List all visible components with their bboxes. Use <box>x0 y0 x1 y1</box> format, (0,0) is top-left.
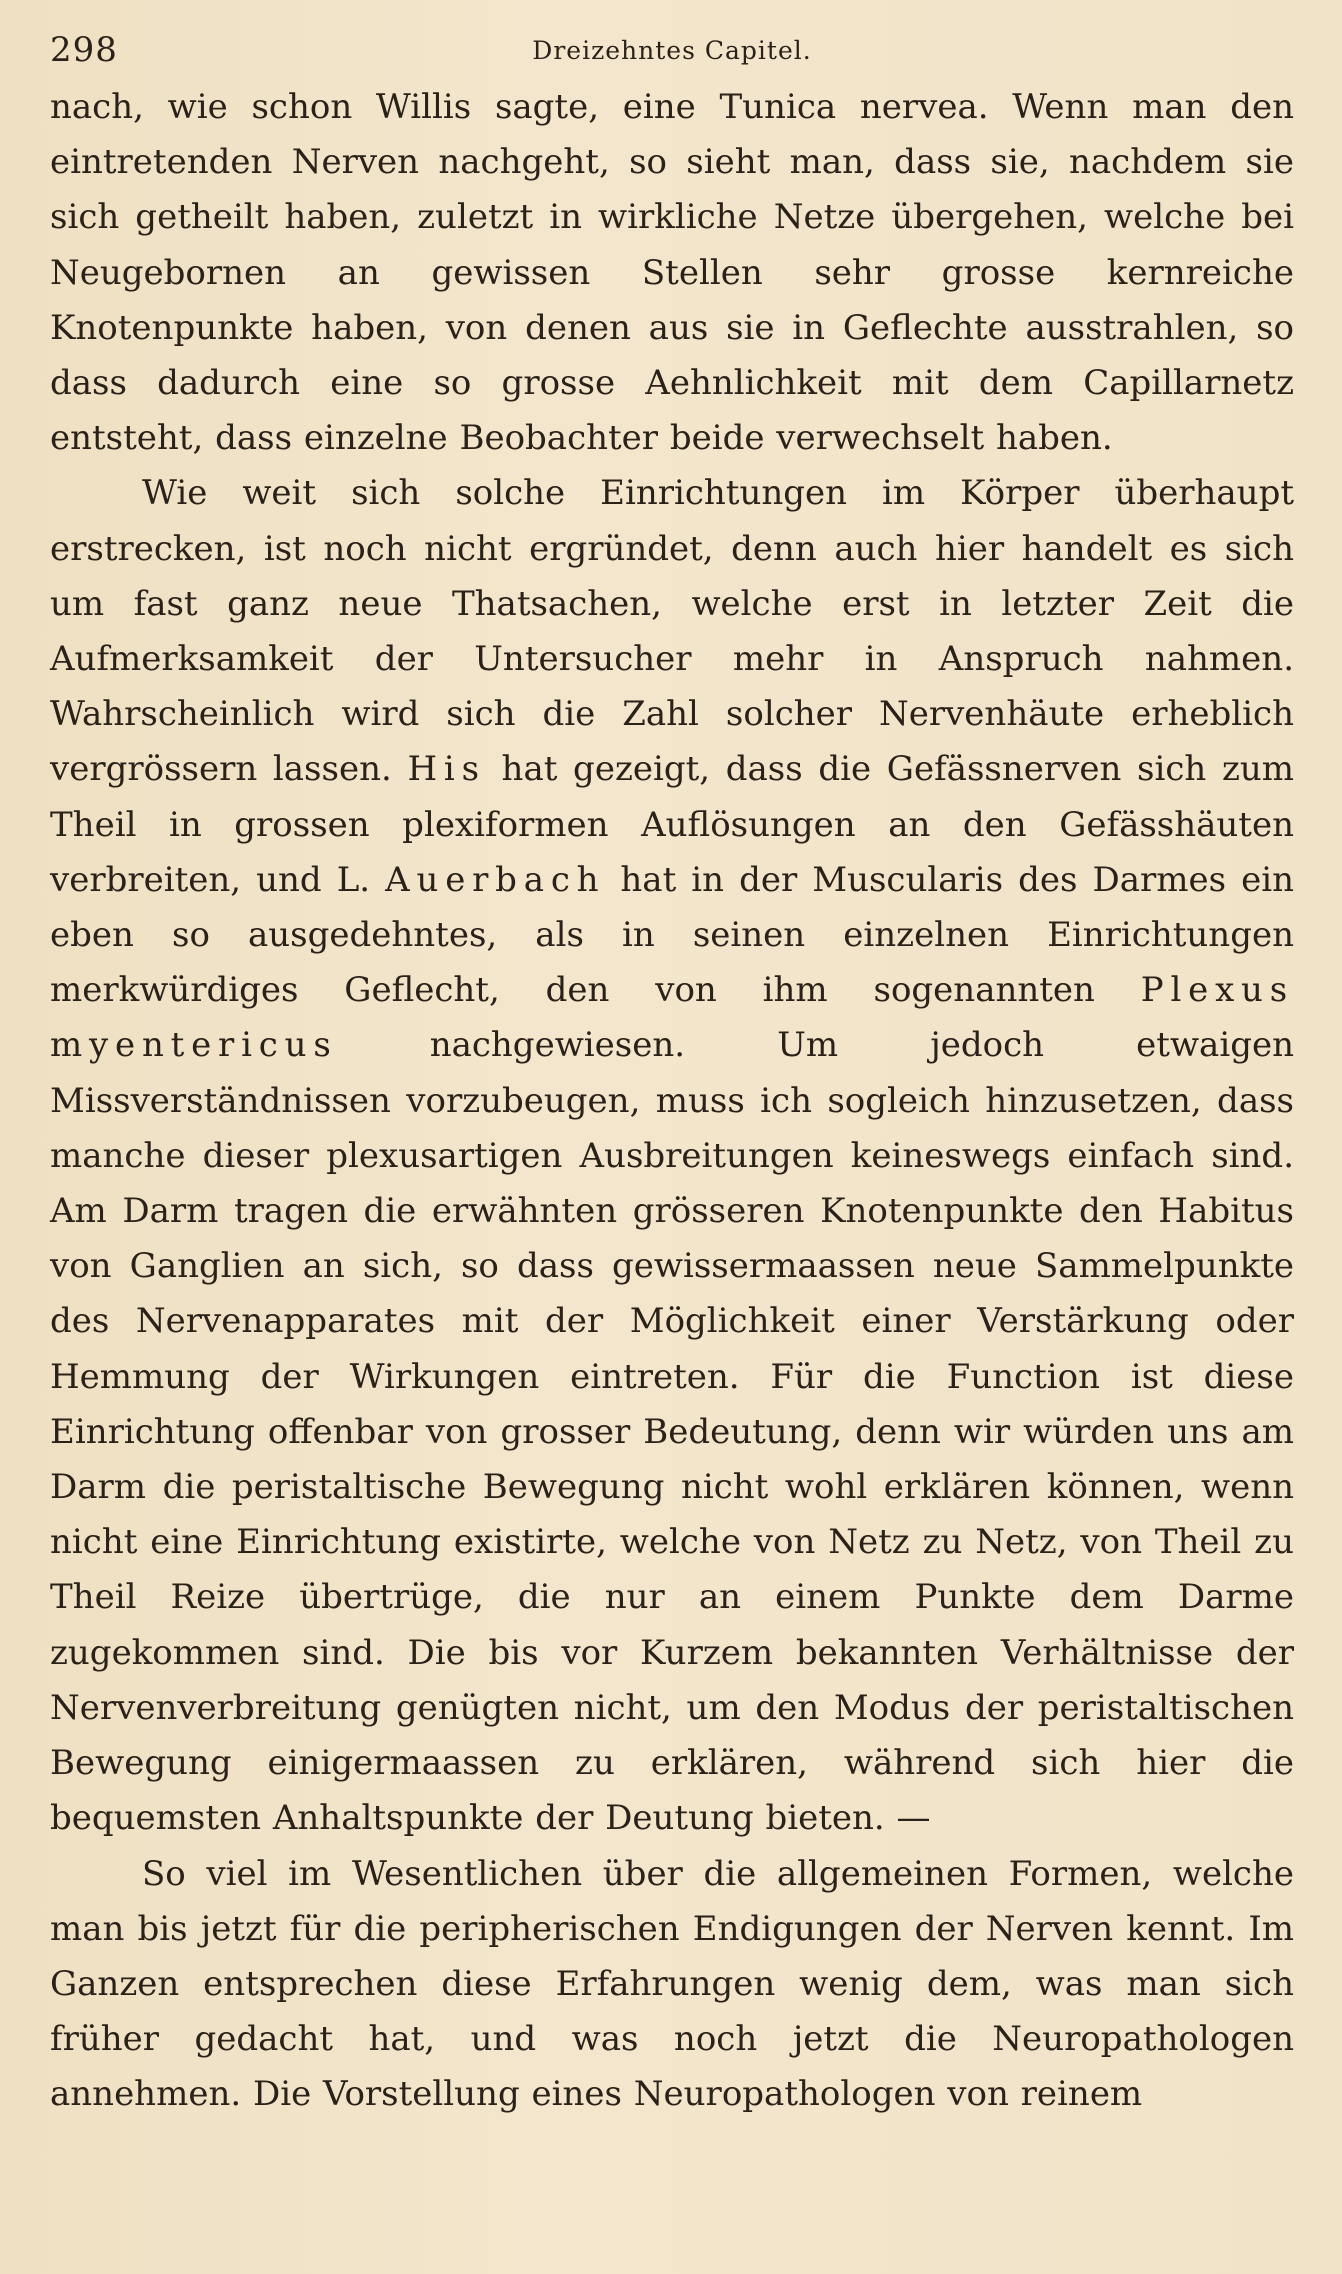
chapter-title: Dreizehntes Capitel. <box>532 36 812 65</box>
paragraph-2-part-c: hat in der Muscularis des Darmes ein eben so ausgedehntes, als in seinen einzelnen Einrichtungen merkwürdiges Geflecht, den von ihm sogenannten <box>50 859 1294 1011</box>
paragraph-2 <box>50 466 1294 1846</box>
paragraph-2-part-a: Wie weit sich solche Einrichtungen im Körper überhaupt erstrecken, ist noch nicht ergründet, denn auch hier handelt es sich um fast ganz neue Thatsachen, welche erst in letzter Zeit die Aufmerksamkeit der Untersucher mehr in Anspruch nahmen. Wahrscheinlich wird sich die Zahl solcher Nervenhäute erheblich vergrössern lassen. <box>50 473 1294 790</box>
paragraph-3: So viel im Wesentlichen über die allgemeinen Formen, welche man bis jetzt für die peripherischen Endigungen der Nerven kennt. Im Ganzen entsprechen diese Erfahrungen wenig dem, was man sich früher gedacht hat, und was noch jetzt die Neuropathologen annehmen. Die Vorstellung eines Neuropathologen von reinem <box>50 1853 1294 2115</box>
paragraph-2-part-d: nachgewiesen. Um jedoch etwaigen Missverständnissen vorzubeugen, muss ich sogleich hinzusetzen, dass manche dieser plexusartigen Ausbreitungen keineswegs einfach sind. Am Darm tragen die erwähnten grösseren Knotenpunkte den Habitus von Ganglien an sich, so dass gewissermaassen neue Sammelpunkte des Nervenapparates mit der Möglichkeit einer Verstärkung oder Hemmung der Wirkungen eintreten. Für die Function ist diese Einrichtung offenbar von grosser Bedeutung, denn wir würden uns am Darm die peristaltische Bewegung nicht wohl erklären können, wenn nicht eine Einrichtung existirte, welche von Netz zu Netz, von Theil zu Theil Reize übertrüge, die nur an einem Punkte dem Darme zugekommen sind. Die bis vor Kurzem bekannten Verhältnisse der Nervenverbreitung genügten nicht, um den Modus der peristaltischen Bewegung einigermaassen zu erklären, während sich hier die bequemsten Anhaltspunkte der Deutung bieten. — <box>50 1025 1294 1839</box>
author-auerbach: Auerbach <box>385 859 606 900</box>
term-plexus-myentericus: Plexus myentericus <box>50 970 1294 1066</box>
running-head <box>50 18 1294 80</box>
body-text <box>50 80 1294 2123</box>
paragraph-1: nach, wie schon Willis sagte, eine Tunica nervea. Wenn man den eintretenden Nerven nachgeht, so sieht man, dass sie, nachdem sie sich getheilt haben, zuletzt in wirkliche Netze übergehen, welche bei Neugebornen an gewissen Stellen sehr grosse kernreiche Knotenpunkte haben, von denen aus sie in Geflechte ausstrahlen, so dass dadurch eine so grosse Aehnlichkeit mit dem Capillarnetz entsteht, dass einzelne Beobachter beide verwechselt haben. <box>50 87 1294 459</box>
author-his: His <box>407 749 486 790</box>
page-number: 298 <box>50 30 118 70</box>
paragraph-2-part-b: hat gezeigt, dass die Gefässnerven sich zum Theil in grossen plexiformen Auflösungen an den Gefässhäuten verbreiten, und L. <box>50 749 1295 900</box>
